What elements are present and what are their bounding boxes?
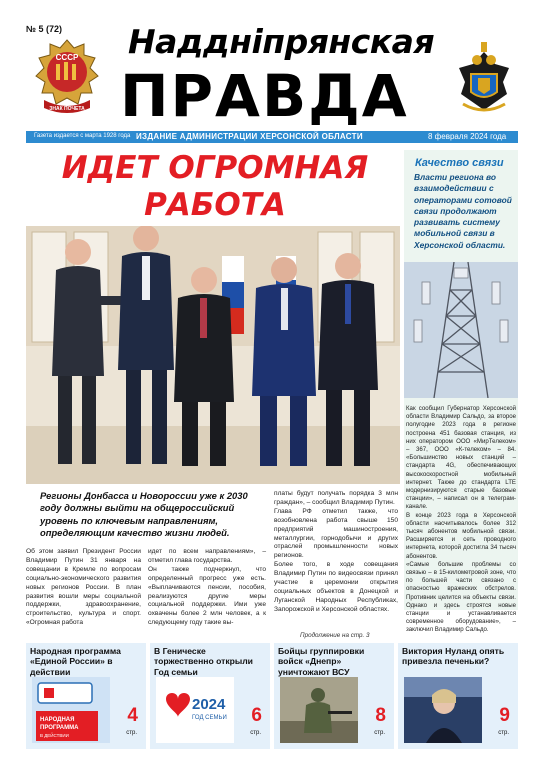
teaser-headline: Виктория Нуланд опять привезла печеньки? (402, 646, 505, 667)
issue-date: 8 февраля 2024 года (428, 132, 507, 141)
ballot-text-2: ПРОГРАММА (40, 725, 79, 731)
issue-number: № 5 (72) (26, 24, 63, 34)
svg-text:СССР: СССР (55, 53, 79, 62)
teaser-page-number: 6 (251, 705, 262, 726)
sidebar-title: Качество связи (415, 157, 504, 169)
masthead-title-line-2: ПРАВДА (120, 62, 409, 130)
portrait-photo (404, 677, 482, 743)
year-of-family-logo (156, 677, 234, 743)
teaser-nuland[interactable] (398, 643, 518, 749)
kherson-coat-of-arms (455, 38, 513, 118)
teaser-headline: В Геническе торжественно открыли Год семьи (154, 646, 253, 677)
masthead-title-line-1: Наддніпрянская (128, 22, 435, 61)
teaser-dnepr-group[interactable] (274, 643, 394, 749)
badge-text: ЗНАК ПОЧЕТА (49, 106, 85, 112)
soldier-photo (280, 677, 358, 743)
article-column-3: платы будут получать порядка 3 млн граждан», – сообщил Владимир Путин. Глава РФ отметил также, что возобновлена работа свыше 150 предприятий машиностроения, металлургии, горнодобычи и других отраслей промышленности новых регионов. Более того, в ходе совещания Владимир Путин по видеосвязи принял участие в церемонии открытия социальных объектов в Донецкой и Луганской Народных Республиках, Запорожской и Херсонской областях. (274, 490, 398, 613)
logo-year: 2024 (192, 696, 226, 713)
teaser-page-label: стр. (498, 730, 509, 736)
founded-note: Газета издается с марта 1928 года (34, 133, 131, 139)
sidebar-lead: Власти региона во взаимодействии с операторами сотовой связи продолжают развивать систему мобильной связи в Херсонской области. (414, 172, 512, 250)
teaser-page-label: стр. (374, 730, 385, 736)
teaser-headline: Бойцы группировки войск «Днепр» уничтожают ВСУ (278, 646, 365, 677)
ballot-text-3: В ДЕЙСТВИИ (40, 733, 69, 738)
telecom-tower-photo (404, 262, 518, 398)
main-headline-line-1: ИДЕТ ОГРОМНАЯ (61, 150, 369, 186)
main-headline (40, 150, 390, 224)
teaser-party-program[interactable] (26, 643, 146, 749)
article-column-2: идет по всем направлениям», – отметил глава государства. Он также подчеркнул, что определенный прогресс уже есть. «Выплачиваются пенсии, пособия, реализуются другие меры социальной поддержки. Ими уже охвачены более 2 млн человек, а к следующему году такие вы- (148, 548, 266, 627)
teaser-page-number: 4 (127, 705, 138, 726)
article-lead: Регионы Донбасса и Новороссии уже к 2030 году должны выйти на общероссийский уровень по ключевым направлениям, определяющим качество жизни людей. (40, 490, 248, 539)
badge-of-honour-emblem (34, 38, 100, 120)
teaser-strip (26, 643, 518, 749)
ballot-illustration (32, 677, 110, 743)
logo-caption: ГОД СЕМЬИ (192, 715, 227, 721)
teaser-page-number: 8 (375, 705, 386, 726)
lead-photo (26, 226, 400, 484)
teaser-headline: Народная программа «Единой России» в действии (30, 646, 121, 677)
teaser-year-of-family[interactable] (150, 643, 270, 749)
teaser-page-label: стр. (126, 730, 137, 736)
teaser-page-label: стр. (250, 730, 261, 736)
ballot-text-1: НАРОДНАЯ (40, 717, 75, 723)
main-headline-line-2: РАБОТА (144, 187, 286, 223)
teaser-page-number: 9 (499, 705, 510, 726)
sidebar-body: Как сообщил Губернатор Херсонской области Владимир Сальдо, за второе полугодие 2023 года в регионе построена 451 базовая станция, из них оператором ООО «МирТелеком» – 367, ООО «К-телеком» – 84. «Большинство новых станций – стандарта 4G, обеспечивающих высокоскоростной мобильный интернет. Также до стандарта LTE модернизируются старые базовые станции», – написал он в телеграм-канале. В конце 2023 года в Херсонской области насчитывалось более 312 тысяч абонентов мобильной связи. Расширяется и сеть проводного интернета, которой достигла 34 тысяч абонентов. «Самые большие проблемы со связью – в 15-километровой зоне, что по большей части связано с опасностью вражеских обстрелов. Противник целится на объекты связи. Однако и здесь строятся новые станции и устанавливается современное оборудование», – заключил Владимир Сальдо. (406, 405, 516, 634)
publisher-line: ИЗДАНИЕ АДМИНИСТРАЦИИ ХЕРСОНСКОЙ ОБЛАСТИ (136, 132, 363, 141)
article-column-1: Об этом заявил Президент России Владимир Путин 31 января на совещании в Кремле по вопросам социально-экономического развития новых регионов России. В план развития вошли меры социальной поддержки, здравоохранение, строительство, культура и спорт. «Огромная работа (26, 548, 141, 627)
continued-note: Продолжение на стр. 3 (300, 632, 370, 639)
